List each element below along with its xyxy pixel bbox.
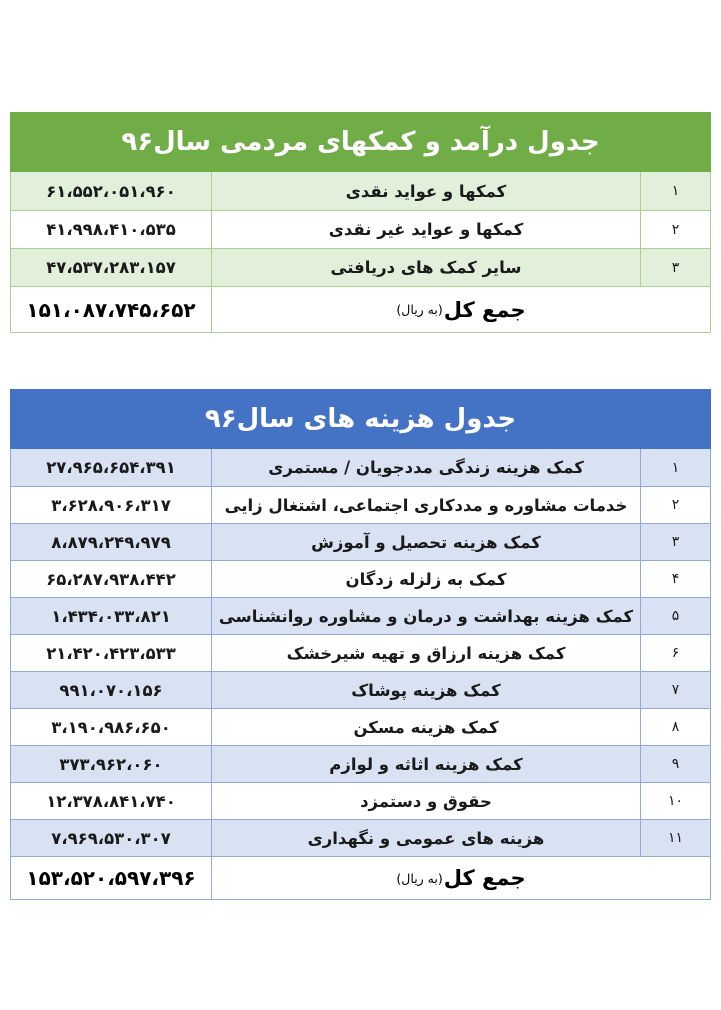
row-value: ۱۲،۳۷۸،۸۴۱،۷۴۰ — [46, 791, 176, 811]
row-value: ۴۷،۵۳۷،۲۸۳،۱۵۷ — [46, 258, 176, 277]
table-row — [11, 210, 710, 248]
row-value: ۳،۶۲۸،۹۰۶،۳۱۷ — [51, 495, 171, 515]
row-index: ۸ — [640, 709, 710, 745]
table-row — [11, 172, 710, 210]
row-value: ۹۹۱،۰۷۰،۱۵۶ — [59, 680, 163, 700]
row-value: ۳،۱۹۰،۹۸۶،۶۵۰ — [51, 717, 171, 737]
total-unit: (به ریال) — [396, 302, 443, 317]
total-row — [11, 286, 710, 332]
row-label: کمک هزینه بهداشت و درمان و مشاوره روانشناسی — [211, 598, 640, 634]
row-label: هزینه های عمومی و نگهداری — [211, 820, 640, 856]
row-index: ۱ — [640, 172, 710, 210]
row-index: ۳ — [640, 524, 710, 560]
row-index: ۲ — [640, 211, 710, 248]
income-table-body — [10, 172, 711, 333]
row-label: کمک هزینه اثاثه و لوازم — [211, 746, 640, 782]
row-label: کمک هزینه ارزاق و تهیه شیرخشک — [211, 635, 640, 671]
row-index: ۷ — [640, 672, 710, 708]
row-value: ۳۷۳،۹۶۲،۰۶۰ — [59, 754, 163, 774]
table-row — [11, 819, 710, 856]
row-index: ۳ — [640, 249, 710, 286]
table-row — [11, 486, 710, 523]
row-value: ۲۷،۹۶۵،۶۵۴،۳۹۱ — [46, 458, 176, 477]
table-row — [11, 745, 710, 782]
row-label: کمکها و عواید غیر نقدی — [211, 211, 640, 248]
row-value: ۸،۸۷۹،۲۴۹،۹۷۹ — [51, 532, 171, 552]
row-index: ۶ — [640, 635, 710, 671]
expense-table — [10, 389, 711, 900]
row-index: ۱۰ — [640, 783, 710, 819]
income-table-title: جدول درآمد و کمکهای مردمی سال۹۶ — [121, 127, 600, 157]
table-row — [11, 523, 710, 560]
total-label: جمع کل — [443, 866, 526, 890]
row-value: ۴۱،۹۹۸،۴۱۰،۵۳۵ — [46, 220, 176, 239]
income-table — [10, 112, 711, 333]
total-unit: (به ریال) — [396, 870, 443, 886]
row-index: ۴ — [640, 561, 710, 597]
row-label: حقوق و دستمزد — [211, 783, 640, 819]
row-label: کمک هزینه مسکن — [211, 709, 640, 745]
table-row — [11, 449, 710, 486]
total-label: جمع کل — [443, 297, 526, 322]
row-index: ۱ — [640, 449, 710, 486]
expense-table-header — [10, 389, 711, 449]
row-value: ۲۱،۴۲۰،۴۲۳،۵۳۳ — [46, 643, 176, 663]
income-table-header — [10, 112, 711, 172]
expense-table-body — [10, 449, 711, 900]
row-label: کمکها و عواید نقدی — [211, 172, 640, 210]
tables-gap — [10, 333, 711, 389]
row-index: ۱۱ — [640, 820, 710, 856]
row-index: ۲ — [640, 487, 710, 523]
total-label-cell — [211, 287, 710, 332]
table-row — [11, 597, 710, 634]
row-value: ۱،۴۳۴،۰۳۳،۸۲۱ — [51, 606, 171, 626]
table-row — [11, 560, 710, 597]
total-label-cell — [211, 857, 710, 899]
row-label: کمک هزینه تحصیل و آموزش — [211, 524, 640, 560]
row-label: سایر کمک های دریافتی — [211, 249, 640, 286]
total-value: ۱۵۳،۵۲۰،۵۹۷،۳۹۶ — [26, 866, 196, 890]
total-row — [11, 856, 710, 899]
row-label: کمک به زلزله زدگان — [211, 561, 640, 597]
row-index: ۵ — [640, 598, 710, 634]
table-row — [11, 782, 710, 819]
row-value: ۷،۹۶۹،۵۳۰،۳۰۷ — [51, 828, 171, 848]
total-value: ۱۵۱،۰۸۷،۷۴۵،۶۵۲ — [26, 297, 196, 322]
table-row — [11, 708, 710, 745]
row-index: ۹ — [640, 746, 710, 782]
row-value: ۶۵،۲۸۷،۹۳۸،۴۴۲ — [46, 569, 176, 589]
table-row — [11, 634, 710, 671]
row-label: کمک هزینه پوشاک — [211, 672, 640, 708]
table-row — [11, 248, 710, 286]
table-row — [11, 671, 710, 708]
row-label: کمک هزینه زندگی مددجویان / مستمری — [211, 449, 640, 486]
row-value: ۶۱،۵۵۲،۰۵۱،۹۶۰ — [46, 181, 176, 201]
row-label: خدمات مشاوره و مددکاری اجتماعی، اشتغال زایی — [211, 487, 640, 523]
expense-table-title: جدول هزینه های سال۹۶ — [204, 404, 517, 434]
